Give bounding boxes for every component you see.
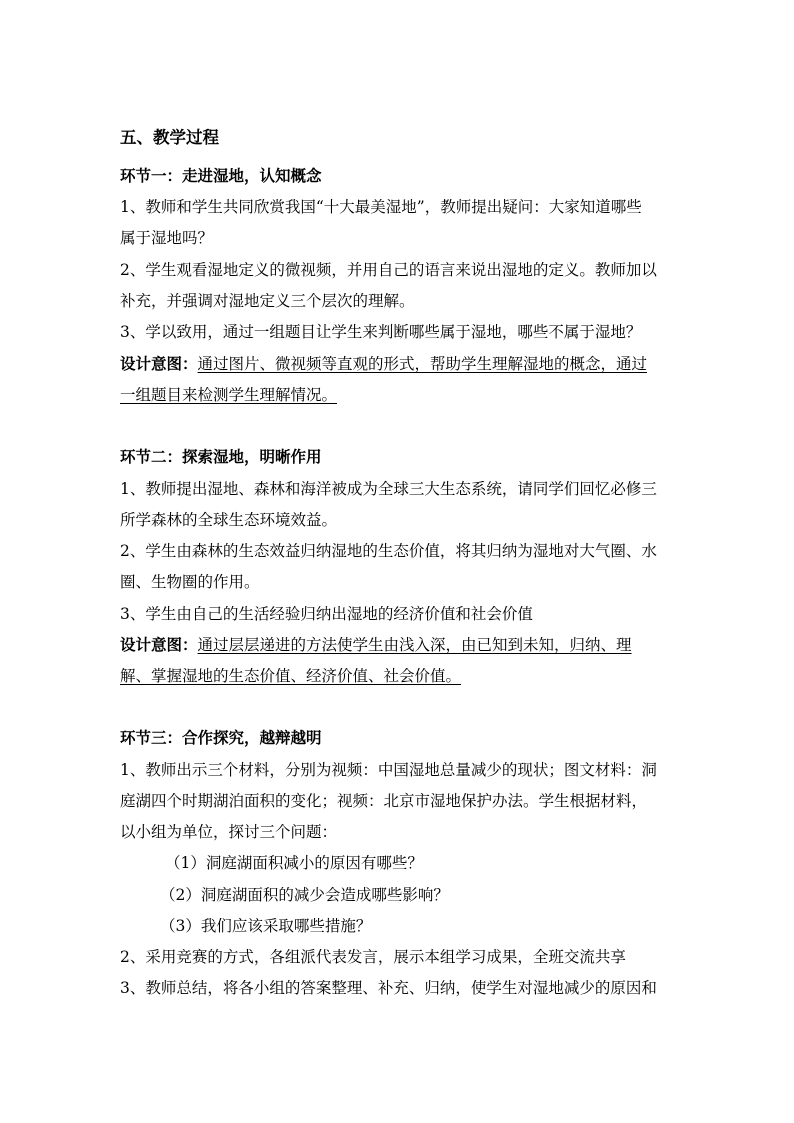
step1-line-3: 2、学生观看湿地定义的微视频，并用自己的语言来说出湿地的定义。教师加以 [120, 261, 657, 279]
step2-intent-label: 设计意图： [120, 635, 198, 654]
step2-line-1: 1、教师提出湿地、森林和海洋被成为全球三大生态系统，请同学们回忆必修三 [120, 480, 657, 498]
step1-line-5: 3、学以致用，通过一组题目让学生来判断哪些属于湿地，哪些不属于湿地？ [120, 323, 642, 341]
step1-intent [120, 354, 680, 374]
step2-line-2: 所学森林的全球生态环境效益。 [120, 511, 338, 529]
step1-intent-text-2: 一组题目来检测学生理解情况。 [120, 386, 338, 404]
section-title: 五、教学过程 [120, 128, 219, 147]
step2-line-3: 2、学生由森林的生态效益归纳湿地的生态价值，将其归纳为湿地对大气圈、水 [120, 542, 657, 560]
step1-intent-text-1: 通过图片、微视频等直观的形式，帮助学生理解湿地的概念，通过 [197, 355, 648, 373]
step3-line-5: 3、教师总结，将各小组的答案整理、补充、归纳，使学生对湿地减少的原因和 [120, 979, 657, 997]
step1-line-4: 补充，并强调对湿地定义三个层次的理解。 [120, 292, 415, 310]
step2-heading: 环节二：探索湿地，明晰作用 [120, 447, 322, 466]
step1-heading: 环节一：走进湿地，认知概念 [120, 166, 322, 185]
step3-question-2: （2）洞庭湖面积的减少会造成哪些影响？ [160, 886, 449, 904]
step2-line-5: 3、学生由自己的生活经验归纳出湿地的经济价值和社会价值 [120, 605, 533, 623]
step2-intent-text-1: 通过层层递进的方法使学生由浅入深，由已知到未知，归纳、理 [197, 636, 632, 654]
step3-line-1: 1、教师出示三个材料，分别为视频：中国湿地总量减少的现状；图文材料：洞 [120, 761, 657, 779]
step2-line-4: 圈、生物圈的作用。 [120, 573, 260, 591]
step1-intent-label: 设计意图： [120, 354, 198, 373]
step3-question-1: （1）洞庭湖面积减小的原因有哪些？ [165, 854, 423, 872]
step2-intent-text-2: 解、掌握湿地的生态价值、经济价值、社会价值。 [120, 667, 462, 685]
step3-line-4: 2、采用竞赛的方式，各组派代表发言，展示本组学习成果，全班交流共享 [120, 948, 626, 966]
step3-line-3: 以小组为单位，探讨三个问题： [120, 823, 338, 841]
step1-line-1: 1、教师和学生共同欣赏我国“十大最美湿地”，教师提出疑问：大家知道哪些 [120, 198, 642, 216]
step1-line-2: 属于湿地吗？ [120, 229, 214, 247]
step3-heading: 环节三：合作探究，越辩越明 [120, 728, 322, 747]
step3-line-2: 庭湖四个时期湖泊面积的变化；视频：北京市湿地保护办法。学生根据材料， [120, 792, 648, 810]
step3-question-3: （3）我们应该采取哪些措施？ [160, 917, 372, 935]
step2-intent [120, 635, 680, 655]
